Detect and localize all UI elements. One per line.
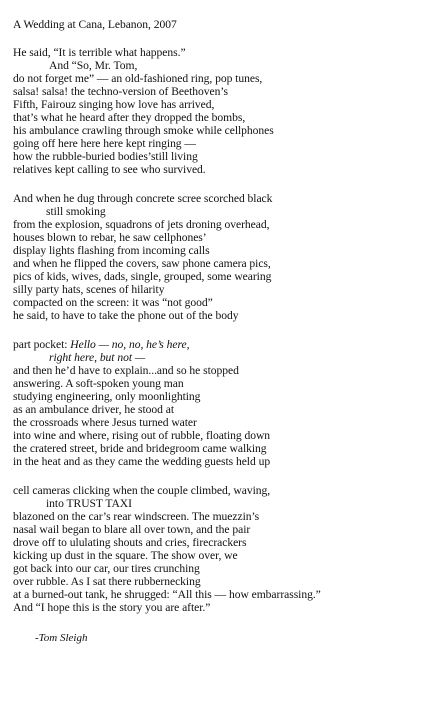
poem-line: blazoned on the car’s rear windscreen. The muezzin’s bbox=[13, 510, 260, 523]
poem-line: got back into our car, our tires crunching bbox=[13, 562, 200, 575]
poem-line: do not forget me” — an old-fashioned ring, pop tunes, bbox=[13, 72, 263, 85]
poem-line: And “So, Mr. Tom, bbox=[49, 59, 138, 72]
poem-line-italic: right here, but not — bbox=[49, 351, 146, 364]
poem-line bbox=[13, 338, 189, 351]
poem-line: and when he flipped the covers, saw phone camera pics, bbox=[13, 257, 271, 270]
poem-line-italic: Hello — no, no, he’s here, bbox=[70, 338, 190, 351]
poem-line: into TRUST TAXI bbox=[46, 497, 132, 510]
poem-line: relatives kept calling to see who survived. bbox=[13, 163, 206, 176]
poem-line: answering. A soft-spoken young man bbox=[13, 377, 184, 390]
poem-line: from the explosion, squadrons of jets droning overhead, bbox=[13, 218, 270, 231]
poem-line: the cratered street, bride and bridegroom came walking bbox=[13, 442, 267, 455]
poem-line: And when he dug through concrete scree scorched black bbox=[13, 192, 273, 205]
poem-line: kicking up dust in the square. The show over, we bbox=[13, 549, 238, 562]
poem-line: into wine and where, rising out of rubble, floating down bbox=[13, 429, 271, 442]
poem-attribution: -Tom Sleigh bbox=[35, 632, 88, 644]
poem-line: his ambulance crawling through smoke while cellphones bbox=[13, 124, 274, 137]
poem-line: and then he’d have to explain...and so he stopped bbox=[13, 364, 239, 377]
poem-line: houses blown to rebar, he saw cellphones’ bbox=[13, 231, 207, 244]
poem-line: as an ambulance driver, he stood at bbox=[13, 403, 175, 416]
poem-line: he said, to have to take the phone out of the body bbox=[13, 309, 239, 322]
poem-line: silly party hats, scenes of hilarity bbox=[13, 283, 165, 296]
poem-line: display lights flashing from incoming calls bbox=[13, 244, 210, 257]
poem-line bbox=[49, 351, 145, 364]
poem-line: studying engineering, only moonlighting bbox=[13, 390, 201, 403]
poem-line: nasal wail began to blare all over town, and the pair bbox=[13, 523, 251, 536]
poem-line: at a burned-out tank, he shrugged: “All this — how embarrassing.” bbox=[13, 588, 321, 601]
poem-line: that’s what he heard after they dropped the bombs, bbox=[13, 111, 246, 124]
poem-line: compacted on the screen: it was “not good” bbox=[13, 296, 213, 309]
poem-line: And “I hope this is the story you are after.” bbox=[13, 601, 211, 614]
poem-line: drove off to ululating shouts and cries, firecrackers bbox=[13, 536, 247, 549]
poem-line: how the rubble-buried bodies’still living bbox=[13, 150, 198, 163]
poem-line: cell cameras clicking when the couple climbed, waving, bbox=[13, 484, 271, 497]
poem-line: He said, “It is terrible what happens.” bbox=[13, 46, 186, 59]
poem-line: Fifth, Fairouz singing how love has arrived, bbox=[13, 98, 215, 111]
poem-line: pics of kids, wives, dads, single, grouped, some wearing bbox=[13, 270, 272, 283]
poem-line: the crossroads where Jesus turned water bbox=[13, 416, 197, 429]
poem-line: salsa! salsa! the techno-version of Beethoven’s bbox=[13, 85, 228, 98]
poem-title: A Wedding at Cana, Lebanon, 2007 bbox=[13, 18, 177, 31]
poem-line: in the heat and as they came the wedding guests held up bbox=[13, 455, 271, 468]
poem-line: going off here here here kept ringing — bbox=[13, 137, 196, 150]
poem-line: over rubble. As I sat there rubbernecking bbox=[13, 575, 201, 588]
poem-line: still smoking bbox=[46, 205, 106, 218]
poem-line-plain: part pocket: bbox=[13, 338, 71, 351]
